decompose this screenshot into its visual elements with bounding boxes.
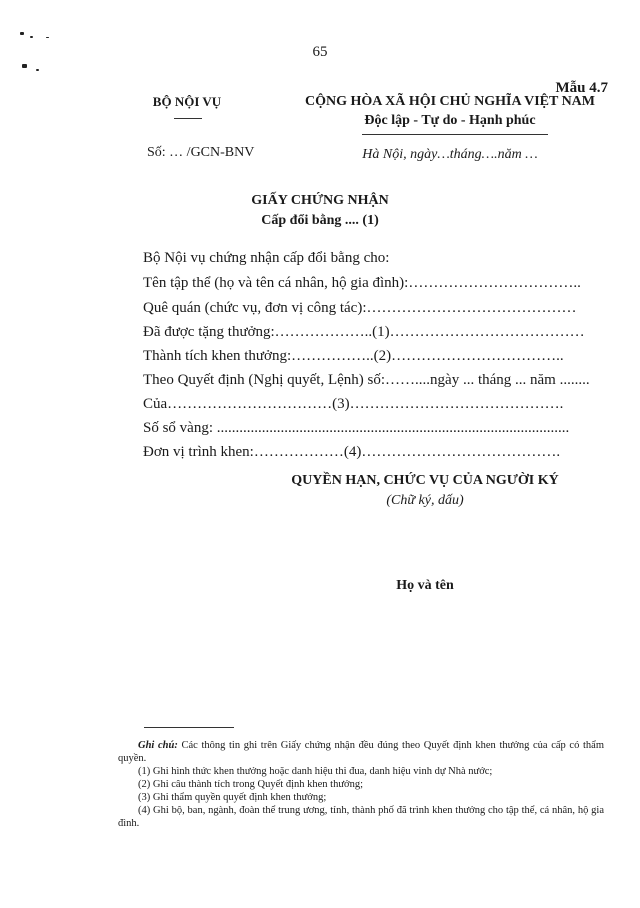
field-intro: Bộ Nội vụ chứng nhận cấp đổi bằng cho: xyxy=(143,250,390,266)
document-number: Số: … /GCN-BNV xyxy=(147,145,255,160)
scan-speck xyxy=(22,64,27,68)
footnote-item: (1) Ghi hình thức khen thưởng hoặc danh hiệu thi đua, danh hiệu vinh dự Nhà nước; xyxy=(138,766,493,777)
footnote-item: (2) Ghi câu thành tích trong Quyết định khen thưởng; xyxy=(138,779,363,790)
scan-speck xyxy=(36,69,39,71)
scan-speck xyxy=(20,32,24,35)
footnote-rule xyxy=(144,727,234,728)
field-gold-book-number: Số sổ vàng: .............................................................................................. xyxy=(143,420,570,436)
footnote-item: (4) Ghi bộ, ban, ngành, đoàn thể trung ương, tỉnh, thành phố đã trình khen thưởng cho tập thể, cá nhân, hộ gia đình. xyxy=(118,805,604,829)
field-award: Đã được tặng thưởng:………………..(1)………………………………… xyxy=(143,324,585,340)
national-motto: Độc lập - Tự do - Hạnh phúc xyxy=(364,113,536,128)
certificate-subtitle: Cấp đổi bằng .... (1) xyxy=(261,213,379,228)
field-hometown: Quê quán (chức vụ, đơn vị công tác):…………………………………… xyxy=(143,300,577,316)
footnote-item: (3) Ghi thẩm quyền quyết định khen thưởng; xyxy=(138,792,327,803)
footnotes xyxy=(118,739,604,830)
signer-position: QUYỀN HẠN, CHỨC VỤ CỦA NGƯỜI KÝ xyxy=(291,473,559,488)
ministry-name: BỘ NỘI VỤ xyxy=(152,94,222,109)
motto-underline xyxy=(362,134,548,135)
certificate-title: GIẤY CHỨNG NHẬN xyxy=(251,193,389,208)
scan-speck xyxy=(30,36,33,38)
signer-name: Họ và tên xyxy=(396,578,454,593)
form-code: Mẫu 4.7 xyxy=(555,80,608,96)
place-date: Hà Nội, ngày…tháng….năm … xyxy=(362,147,538,162)
field-proposing-unit: Đơn vị trình khen:………………(4)…………………………………. xyxy=(143,444,561,460)
country-name: CỘNG HÒA XÃ HỘI CHỦ NGHĨA VIỆT NAM xyxy=(304,94,595,109)
footnote-intro-text: Các thông tin ghi trên Giấy chứng nhận đều đúng theo Quyết định khen thưởng của cấp có thẩm quyền. xyxy=(118,740,604,764)
scan-speck xyxy=(46,37,49,38)
footnote-lead: Ghi chú: xyxy=(138,740,178,751)
ministry-underline xyxy=(174,118,202,119)
field-decision: Theo Quyết định (Nghị quyết, Lệnh) số:……....ngày ... tháng ... năm ........ xyxy=(143,372,590,388)
field-achievement: Thành tích khen thưởng:……………..(2)…………………………….. xyxy=(143,348,564,364)
field-issuer: Của……………………………(3)……………………………………. xyxy=(143,396,564,412)
footnote-intro xyxy=(118,739,604,765)
page-number: 65 xyxy=(312,44,328,60)
field-recipient-name: Tên tập thể (họ và tên cá nhân, hộ gia đình):…………………………….. xyxy=(143,275,581,291)
signature-note: (Chữ ký, dấu) xyxy=(386,493,464,508)
